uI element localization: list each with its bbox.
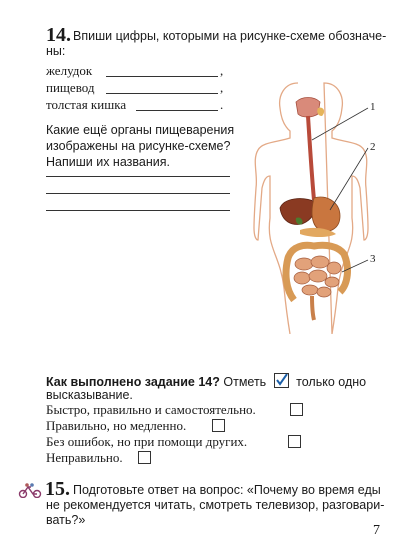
answer-line-2[interactable] — [46, 193, 230, 194]
group-work-icon — [18, 482, 42, 498]
figure-label-2: 2 — [370, 141, 376, 153]
question-line-2: изображены на рисунке-схеме? — [46, 139, 231, 153]
organ-punct-colon: . — [220, 97, 224, 112]
figure-label-1: 1 — [370, 101, 376, 113]
digestive-system-diagram — [240, 78, 390, 334]
question-line-3: Напиши их названия. — [46, 155, 170, 169]
organ-punct-esophagus: , — [220, 80, 224, 95]
self-check-option-4: Неправильно. — [46, 450, 123, 465]
pointer-line-2 — [330, 148, 368, 210]
self-check-option-3: Без ошибок, но при помощи других. — [46, 434, 248, 449]
self-check-prompt-rest: Отметь — [223, 375, 267, 389]
figure-label-3: 3 — [370, 253, 376, 265]
task-14-instruction-cont: ны: — [46, 44, 66, 58]
self-check-prompt-line2: высказывание. — [46, 388, 133, 402]
answer-line-esophagus[interactable] — [106, 93, 218, 94]
answer-line-colon[interactable] — [136, 110, 218, 111]
page-number: 7 — [373, 523, 380, 538]
task-15-number: 15. — [45, 478, 70, 500]
esophagus — [308, 116, 314, 200]
organ-label-esophagus: пищевод — [46, 80, 95, 95]
self-check-checkbox-4[interactable] — [138, 451, 151, 464]
answer-line-stomach[interactable] — [106, 76, 218, 77]
task-14-instruction: Впиши цифры, которыми на рисунке-схеме обозначе- — [73, 29, 387, 43]
organ-label-colon: толстая кишка — [46, 97, 127, 112]
self-check-prompt-bold: Как выполнено задание 14? — [46, 375, 220, 389]
task-15-line-2: не рекомендуется читать, смотреть телевизор, разговари- — [46, 498, 385, 512]
organ-punct-stomach: , — [220, 63, 224, 78]
organ-label-stomach: желудок — [46, 63, 93, 78]
task-15-line-3: вать?» — [46, 513, 86, 527]
self-check-option-1: Быстро, правильно и самостоятельно. — [46, 402, 256, 417]
rectum — [312, 296, 314, 320]
oral-cavity — [296, 98, 320, 118]
task-14-question — [46, 122, 246, 170]
task-15-line-1: Подготовьте ответ на вопрос: «Почему во время еды — [73, 483, 381, 497]
stomach — [312, 197, 340, 231]
answer-line-3[interactable] — [46, 210, 230, 211]
self-check-checkbox-2[interactable] — [212, 419, 225, 432]
self-check-checkbox-3[interactable] — [288, 435, 301, 448]
self-check-prompt-after: только одно — [296, 375, 367, 389]
self-check-checkbox-1[interactable] — [290, 403, 303, 416]
check-mark-icon — [274, 373, 289, 388]
question-line-1: Какие ещё органы пищеварения — [46, 123, 235, 137]
salivary-gland — [317, 108, 324, 116]
self-check-option-2: Правильно, но медленно. — [46, 418, 187, 433]
small-intestine — [294, 256, 341, 297]
task-14-number: 14. — [46, 24, 71, 46]
answer-line-1[interactable] — [46, 176, 230, 177]
